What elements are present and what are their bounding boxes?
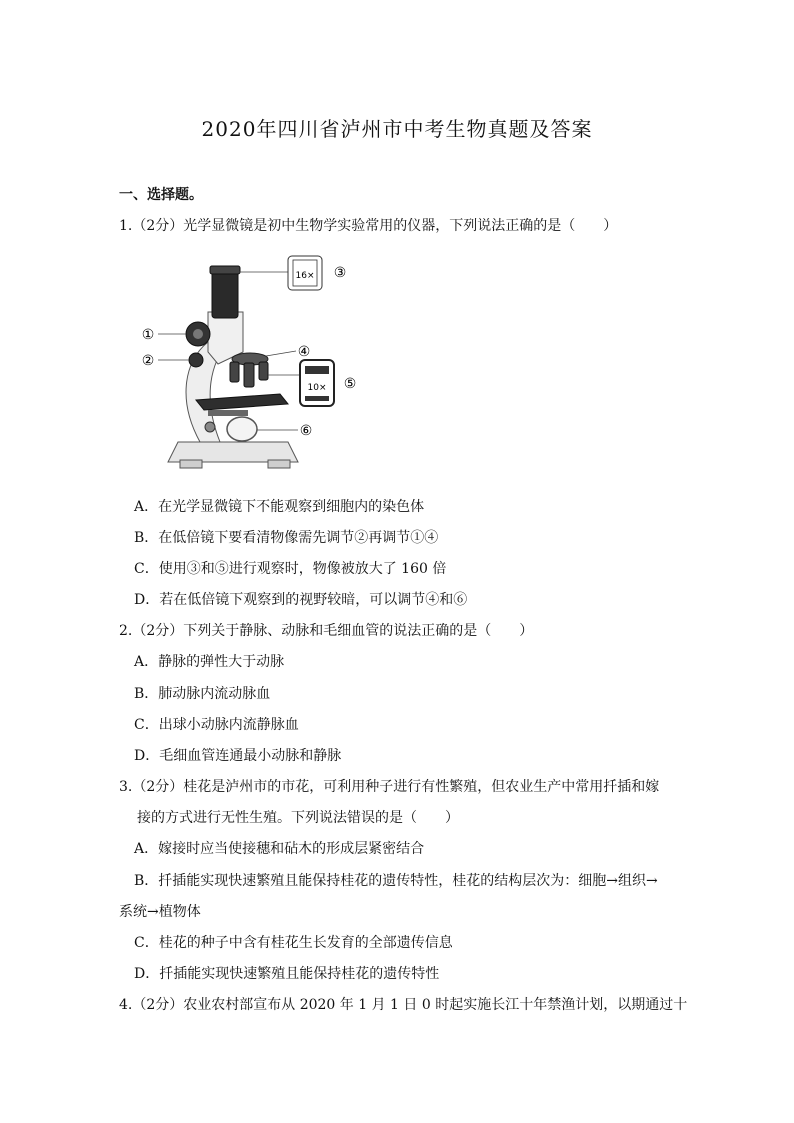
label-5: ⑤: [343, 376, 357, 392]
question-3-option-c: C．桂花的种子中含有桂花生长发育的全部遗传信息: [134, 935, 453, 951]
question-2-option-a: A．静脉的弹性大于动脉: [134, 654, 285, 670]
label-4: ④: [297, 344, 311, 360]
label-2: ②: [141, 353, 155, 369]
fine-focus-knob: [189, 353, 203, 367]
question-1-option-d: D．若在低倍镜下观察到的视野较暗，可以调节④和⑥: [134, 592, 468, 608]
question-3-stem-line-1: 3.（2分）桂花是泸州市的市花，可利用种子进行有性繁殖，但农业生产中常用扦插和嫁: [119, 779, 660, 795]
microscope-figure: [138, 252, 368, 477]
question-2-option-d: D．毛细血管连通最小动脉和静脉: [134, 748, 342, 764]
question-2-option-c: C．出球小动脉内流静脉血: [134, 717, 299, 733]
question-3-option-b-continued: 系统→植物体: [119, 904, 201, 920]
question-3-option-b: B．扦插能实现快速繁殖且能保持桂花的遗传特性，桂花的结构层次为：细胞→组织→: [134, 873, 658, 889]
question-1-option-b: B．在低倍镜下要看清物像需先调节②再调节①④: [134, 530, 439, 546]
eyepiece-mark: 16×: [295, 271, 315, 281]
question-3-option-a: A．嫁接时应当使接穗和砧木的形成层紧密结合: [134, 841, 425, 857]
page-title: 2020年四川省泸州市中考生物真题及答案: [201, 117, 593, 141]
objective-mark: 10×: [307, 383, 327, 393]
label-1: ①: [141, 327, 155, 343]
question-1-stem: 1.（2分）光学显微镜是初中生物学实验常用的仪器，下列说法正确的是（ ）: [119, 218, 618, 234]
section-heading: 一、选择题。: [119, 187, 203, 203]
question-4-stem: 4.（2分）农业农村部宣布从 2020 年 1 月 1 日 0 时起实施长江十年禁渔计划，以期通过十: [119, 997, 688, 1013]
question-2-stem: 2.（2分）下列关于静脉、动脉和毛细血管的说法正确的是（ ）: [119, 623, 534, 639]
question-2-option-b: B．肺动脉内流动脉血: [134, 686, 271, 702]
mirror: [227, 417, 257, 441]
question-1-option-c: C．使用③和⑤进行观察时，物像被放大了 160 倍: [134, 561, 447, 577]
question-3-stem-line-2: 接的方式进行无性生殖。下列说法错误的是（ ）: [137, 810, 459, 826]
question-1-option-a: A．在光学显微镜下不能观察到细胞内的染色体: [134, 499, 425, 515]
eyepiece-tube: [212, 270, 238, 318]
question-3-option-d: D．扦插能实现快速繁殖且能保持桂花的遗传特性: [134, 966, 440, 982]
label-6: ⑥: [299, 423, 313, 439]
microscope-base: [168, 442, 298, 462]
label-3: ③: [333, 265, 347, 281]
